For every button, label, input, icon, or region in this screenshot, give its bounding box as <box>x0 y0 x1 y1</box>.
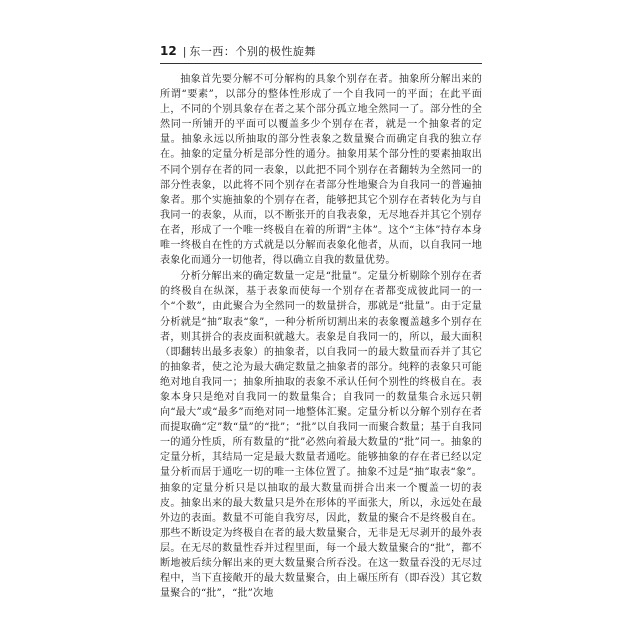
running-header <box>160 42 482 64</box>
paragraph: 分析分解出来的确定数量一定是“批量”。定量分析剔除个别存在者的终极自在纵深，基于表象而使每一个别存在者都变成彼此同一的一个“个数”，由此聚合为全然同一的数量拼合，那就是“批量”。由于定量分析就是“抽”取表“象”，一种分析所切割出来的表象覆盖越多个别存在者，则其拼合的表皮面积就越大。表象是自我同一的，所以，最大面积（即翻转出最多表象）的抽象者，以自我同一的最大数量而吞并了其它的抽象者，使之沦为最大确定数量之抽象者的部分。纯粹的表象只可能绝对地自我同一；抽象所抽取的表象不承认任何个别性的终极自在。表象本身只是绝对自我同一的数量集合；自我同一的数量集合永远只朝向“最大”或“最多”而绝对同一地整体汇聚。定量分析以分解个别存在者而提取确“定”数“量”的“批”；“批”以自我同一而聚合数量；基于自我同一的通分性质，所有数量的“批”必然向着最大数量的“批”同一。抽象的定量分析，其结局一定是最大数量者通吃。能够抽象的存在者已经以定量分析而居于通吃一切的唯一主体位置了。抽象不过是“抽”取表“象”。抽象的定量分析只是以抽取的最大数量而拼合出来一个覆盖一切的表皮。抽象出来的最大数量只是外在形体的平面张大，所以，永远处在最外边的表面。数量不可能自我穷尽，因此，数量的聚合不是终极自在。那些不断设定为终极自在者的最大数量聚合，无非是无尽剥开的最外表层。在无尽的数量性吞并过程里面，每一个最大数量聚合的“批”，都不断地被后续分解出来的更大数量聚合所吞没。在这一数量吞没的无尽过程中，当下直接敞开的最大数量聚合，由上碾压所有（即吞没）其它数量聚合的“批”，“批”次地 <box>160 271 482 600</box>
body-text <box>160 72 482 601</box>
header-separator: | <box>182 44 187 58</box>
running-title: 东一西：个别的极性旋舞 <box>189 45 316 58</box>
page-number: 12 <box>160 44 177 58</box>
paragraph: 抽象首先要分解不可分解构的具象个别存在者。抽象所分解出来的所谓“要素”，以部分的整体性形成了一个自我同一的平面；在此平面上，不同的个别具象存在者之某个部分孤立地全然同一了。部分性的全然同一所铺开的平面可以覆盖多少个别存在者，就是一个抽象者的定量。抽象永远以所抽取的部分性表象之数量聚合而确定自我的独立存在。抽象的定量分析是部分性的通分。抽象用某个部分性的要素抽取出不同个别存在者的同一表象，以此把不同个别存在者翻转为全然同一的部分性表象，以此将不同个别存在者部分性地聚合为自我同一的普遍抽象者。那个实施抽象的个别存在者，能够把其它个别存在者转化为与自我同一的表象，从而，以不断张开的自我表象，无尽地吞并其它个别存在者，形成了一个唯一终极自在着的所谓“主体”。这个“主体”持存本身唯一终极自在性的方式就是以分解而表象化他者，从而，以自我同一地表象化而通分一切他者，得以确立自我的数量优势。 <box>160 74 482 267</box>
